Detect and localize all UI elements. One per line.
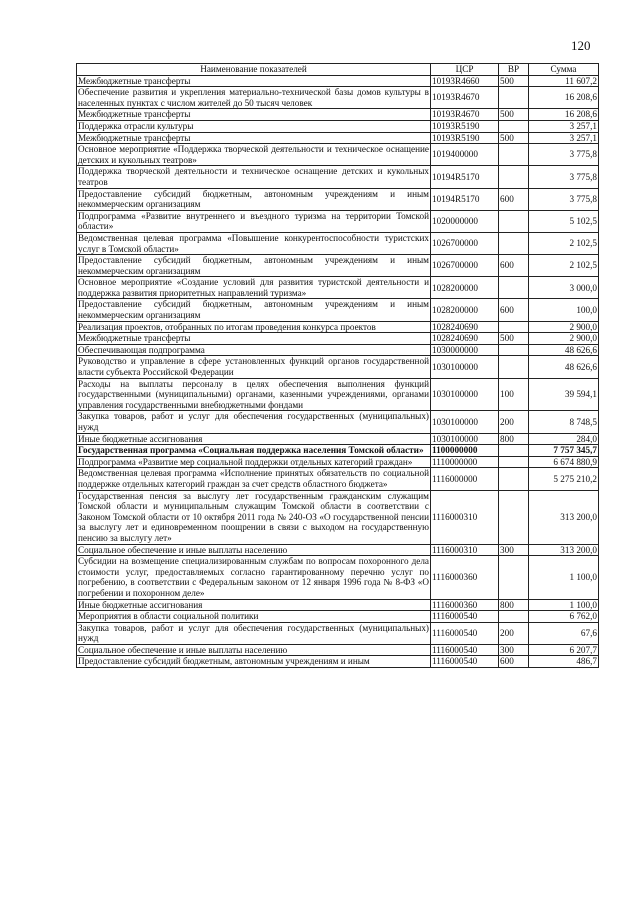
table-row <box>77 556 599 599</box>
cell-csr: 1116000540 <box>431 622 499 644</box>
cell-sum: 3 775,8 <box>529 188 599 210</box>
table-row <box>77 277 599 299</box>
cell-vr <box>499 490 529 544</box>
table-row <box>77 166 599 188</box>
cell-sum: 3 775,8 <box>529 166 599 188</box>
cell-name: Иные бюджетные ассигнования <box>77 599 431 611</box>
table-row <box>77 299 599 321</box>
cell-vr <box>499 356 529 378</box>
header-vr: ВР <box>499 64 529 76</box>
cell-vr <box>499 321 529 333</box>
cell-vr: 500 <box>499 333 529 345</box>
table-row <box>77 333 599 345</box>
header-csr: ЦСР <box>431 64 499 76</box>
cell-sum: 3 257,1 <box>529 120 599 132</box>
cell-sum: 11 607,2 <box>529 75 599 87</box>
cell-sum: 284,0 <box>529 433 599 445</box>
cell-sum: 1 100,0 <box>529 556 599 599</box>
cell-csr: 1028240690 <box>431 333 499 345</box>
cell-sum: 6 674 880,9 <box>529 456 599 468</box>
header-name: Наименование показателей <box>77 64 431 76</box>
cell-csr: 1116000360 <box>431 599 499 611</box>
cell-csr: 10194R5170 <box>431 188 499 210</box>
table-row <box>77 144 599 166</box>
cell-name: Поддержка творческой деятельности и техническое оснащение детских и кукольных театров <box>78 166 429 187</box>
cell-sum: 3 775,8 <box>529 144 599 166</box>
cell-vr <box>499 556 529 599</box>
table-row <box>77 188 599 210</box>
cell-sum: 3 000,0 <box>529 277 599 299</box>
cell-name: Руководство и управление в сфере установленных функций органов государственной власти субъекта Российской Федерации <box>78 356 429 378</box>
cell-vr <box>499 611 529 623</box>
cell-vr: 300 <box>499 544 529 556</box>
cell-name: Социальное обеспечение и иные выплаты населению <box>77 544 431 556</box>
cell-name: Реализация проектов, отобранных по итогам проведения конкурса проектов <box>77 321 431 333</box>
cell-vr: 800 <box>499 599 529 611</box>
cell-vr <box>499 456 529 468</box>
cell-name: Государственная программа «Социальная поддержка населения Томской области» <box>77 445 431 457</box>
cell-vr: 600 <box>499 188 529 210</box>
cell-name: Предоставление субсидий бюджетным, автономным учреждениям и иным некоммерческим организациям <box>78 255 429 276</box>
cell-vr: 600 <box>499 299 529 321</box>
table-row <box>77 445 599 457</box>
table-header-row <box>77 64 599 76</box>
table-body <box>77 75 599 667</box>
cell-name: Обеспечивающая подпрограмма <box>77 344 431 356</box>
cell-sum: 2 900,0 <box>529 333 599 345</box>
cell-name: Закупка товаров, работ и услуг для обеспечения государственных (муниципальных) нужд <box>78 411 429 432</box>
cell-name: Государственная пенсия за выслугу лет государственным гражданским служащим Томской области и муниципальным служащим Томской области в соответствии с Законом Томской области от 10 октября 2011 года № 240-ОЗ «О государственной пенсии за выслугу лет и единовременном поощрении в связи с выходом на государственную пенсию за выслугу лет» <box>78 490 429 543</box>
cell-csr: 1030100000 <box>431 356 499 378</box>
cell-vr: 600 <box>499 255 529 277</box>
table-row <box>77 411 599 433</box>
cell-name: Ведомственная целевая программа «Исполнение принятых обязательств по социальной поддержке отдельных категорий граждан за счет средств областного бюджета» <box>78 468 429 489</box>
cell-name: Основное мероприятие «Поддержка творческой деятельности и техническое оснащение детских и кукольных театров» <box>78 144 429 165</box>
cell-sum: 2 102,5 <box>529 232 599 254</box>
table-row <box>77 622 599 644</box>
table-row <box>77 544 599 556</box>
cell-sum: 5 275 210,2 <box>529 468 599 490</box>
cell-vr <box>499 166 529 188</box>
cell-vr <box>499 445 529 457</box>
cell-sum: 313 200,0 <box>529 490 599 544</box>
table-row <box>77 490 599 544</box>
table-row <box>77 232 599 254</box>
table-row <box>77 210 599 232</box>
cell-name: Иные бюджетные ассигнования <box>77 433 431 445</box>
cell-sum: 1 100,0 <box>529 599 599 611</box>
table-row <box>77 378 599 411</box>
cell-vr <box>499 120 529 132</box>
cell-name: Предоставление субсидий бюджетным, автономным учреждениям и иным некоммерческим организациям <box>78 299 429 321</box>
cell-csr: 1019400000 <box>431 144 499 166</box>
table-row <box>77 356 599 378</box>
cell-vr <box>499 210 529 232</box>
cell-csr: 1100000000 <box>431 445 499 457</box>
header-sum: Сумма <box>529 64 599 76</box>
cell-csr: 1116000540 <box>431 656 499 668</box>
cell-csr: 10193R4670 <box>431 109 499 121</box>
cell-sum: 48 626,6 <box>529 344 599 356</box>
cell-vr: 200 <box>499 411 529 433</box>
page-number: 120 <box>571 38 591 53</box>
cell-csr: 1116000540 <box>431 644 499 656</box>
table-row <box>77 255 599 277</box>
cell-sum: 16 208,6 <box>529 87 599 109</box>
table-row <box>77 75 599 87</box>
cell-name: Межбюджетные трансферты <box>77 109 431 121</box>
cell-vr: 500 <box>499 109 529 121</box>
table-row <box>77 644 599 656</box>
table-row <box>77 468 599 490</box>
cell-vr: 300 <box>499 644 529 656</box>
cell-csr: 1026700000 <box>431 255 499 277</box>
cell-sum: 486,7 <box>529 656 599 668</box>
cell-vr: 600 <box>499 656 529 668</box>
cell-sum: 313 200,0 <box>529 544 599 556</box>
cell-name: Расходы на выплаты персоналу в целях обеспечения выполнения функций государственными (муниципальными) органами, казенными учреждениями, органами управления государственными внебюджетными фондами <box>78 378 429 410</box>
cell-vr <box>499 232 529 254</box>
table-row <box>77 611 599 623</box>
cell-vr <box>499 277 529 299</box>
cell-sum: 6 762,0 <box>529 611 599 623</box>
cell-csr: 1030100000 <box>431 411 499 433</box>
table-row <box>77 321 599 333</box>
cell-name: Предоставление субсидий бюджетным, автономным учреждениям и иным некоммерческим организациям <box>78 188 429 210</box>
cell-name: Межбюджетные трансферты <box>77 75 431 87</box>
cell-name: Предоставление субсидий бюджетным, автономным учреждениям и иным <box>77 656 431 668</box>
table-row <box>77 109 599 121</box>
table-row <box>77 456 599 468</box>
cell-sum: 5 102,5 <box>529 210 599 232</box>
cell-csr: 1030000000 <box>431 344 499 356</box>
cell-name: Межбюджетные трансферты <box>77 132 431 144</box>
cell-sum: 39 594,1 <box>529 378 599 411</box>
cell-name: Подпрограмма «Развитие мер социальной поддержки отдельных категорий граждан» <box>77 456 431 468</box>
cell-csr: 1020000000 <box>431 210 499 232</box>
table-row <box>77 87 599 109</box>
cell-name: Обеспечение развития и укрепления материально-технической базы домов культуры в населенных пунктах с числом жителей до 50 тысяч человек <box>78 87 429 108</box>
cell-sum: 16 208,6 <box>529 109 599 121</box>
cell-sum: 3 257,1 <box>529 132 599 144</box>
cell-csr: 1110000000 <box>431 456 499 468</box>
cell-vr <box>499 144 529 166</box>
table-row <box>77 120 599 132</box>
cell-sum: 2 102,5 <box>529 255 599 277</box>
cell-sum: 8 748,5 <box>529 411 599 433</box>
cell-name: Подпрограмма «Развитие внутреннего и въездного туризма на территории Томской области» <box>78 210 429 232</box>
cell-vr <box>499 468 529 490</box>
table-row <box>77 344 599 356</box>
cell-csr: 1116000310 <box>431 490 499 544</box>
cell-vr: 200 <box>499 622 529 644</box>
cell-name: Ведомственная целевая программа «Повышение конкурентоспособности туристских услуг в Томской области» <box>78 232 429 254</box>
cell-vr: 100 <box>499 378 529 411</box>
cell-sum: 67,6 <box>529 622 599 644</box>
cell-sum: 6 207,7 <box>529 644 599 656</box>
cell-csr: 1028200000 <box>431 277 499 299</box>
cell-name: Закупка товаров, работ и услуг для обеспечения государственных (муниципальных) нужд <box>78 622 429 644</box>
cell-sum: 100,0 <box>529 299 599 321</box>
cell-csr: 10193R5190 <box>431 132 499 144</box>
cell-vr: 500 <box>499 132 529 144</box>
cell-csr: 10193R4660 <box>431 75 499 87</box>
cell-sum: 2 900,0 <box>529 321 599 333</box>
cell-vr <box>499 87 529 109</box>
cell-name: Мероприятия в области социальной политики <box>77 611 431 623</box>
cell-csr: 1030100000 <box>431 433 499 445</box>
cell-name: Социальное обеспечение и иные выплаты населению <box>77 644 431 656</box>
cell-csr: 1030100000 <box>431 378 499 411</box>
cell-csr: 1028200000 <box>431 299 499 321</box>
cell-csr: 10193R5190 <box>431 120 499 132</box>
cell-vr: 800 <box>499 433 529 445</box>
cell-name: Субсидии на возмещение специализированным службам по вопросам похоронного дела стоимости услуг, предоставляемых согласно гарантированному перечню услуг по погребению, в соответствии с Федеральным законом от 12 января 1996 года № 8-ФЗ «О погребении и похоронном деле» <box>78 556 429 598</box>
cell-csr: 10193R4670 <box>431 87 499 109</box>
cell-vr <box>499 344 529 356</box>
table-row <box>77 433 599 445</box>
cell-name: Поддержка отрасли культуры <box>77 120 431 132</box>
cell-name: Межбюджетные трансферты <box>77 333 431 345</box>
cell-sum: 48 626,6 <box>529 356 599 378</box>
cell-csr: 1116000360 <box>431 556 499 599</box>
cell-csr: 1026700000 <box>431 232 499 254</box>
cell-name: Основное мероприятие «Создание условий для развития туристской деятельности и поддержка развития приоритетных направлений туризма» <box>78 277 429 298</box>
cell-csr: 1116000000 <box>431 468 499 490</box>
table-row <box>77 599 599 611</box>
budget-table <box>76 63 599 668</box>
table-row <box>77 656 599 668</box>
cell-csr: 1116000540 <box>431 611 499 623</box>
cell-sum: 7 757 345,7 <box>529 445 599 457</box>
cell-csr: 10194R5170 <box>431 166 499 188</box>
table-row <box>77 132 599 144</box>
cell-csr: 1116000310 <box>431 544 499 556</box>
cell-csr: 1028240690 <box>431 321 499 333</box>
cell-vr: 500 <box>499 75 529 87</box>
